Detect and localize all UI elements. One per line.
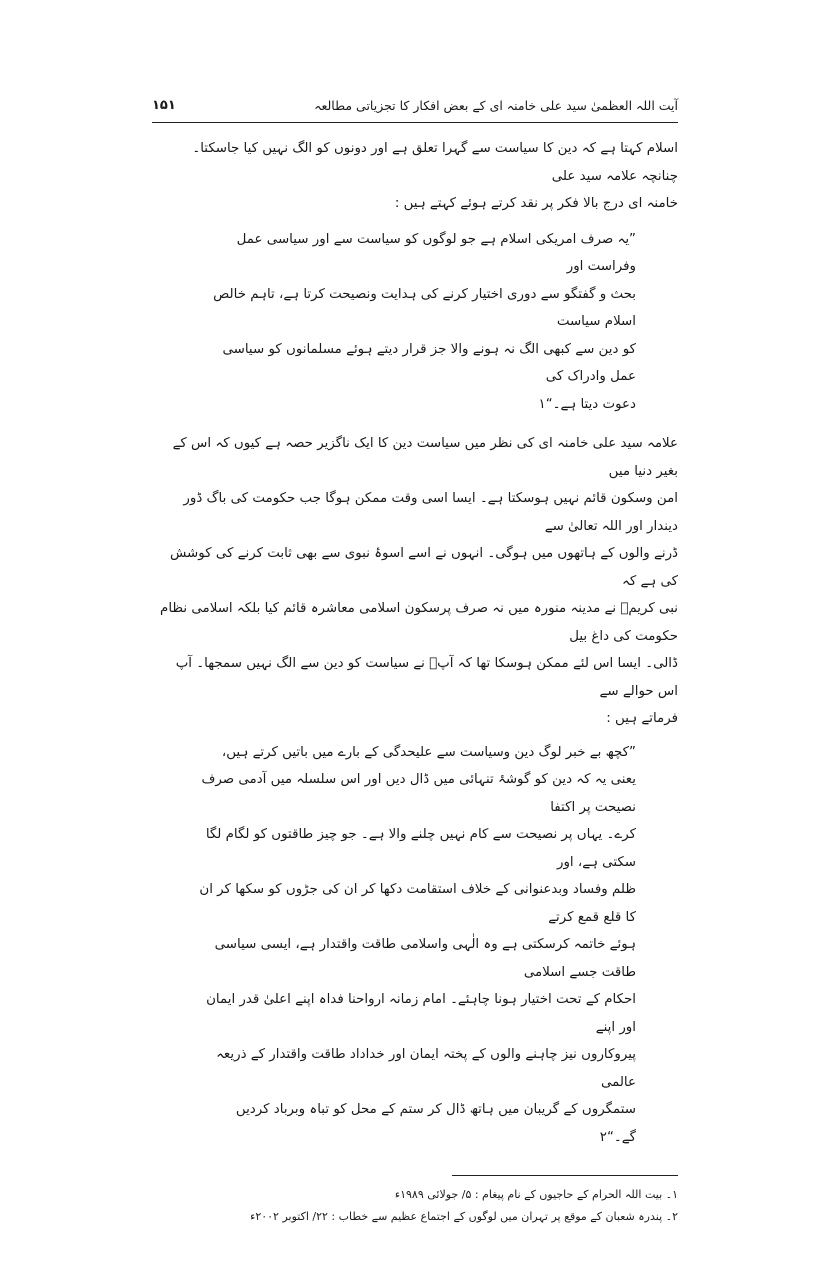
running-header-title: آیت اللہ العظمیٰ سید علی خامنہ ای کے بعض افکار کا تجزیاتی مطالعہ — [314, 98, 678, 113]
text-line: علامہ سید علی خامنہ ای کی نظر میں سیاست دین کا ایک ناگزیر حصہ ہے کیوں کہ اس کے بغیر دنیا میں — [172, 436, 678, 479]
text-line: ہوئے خاتمہ کرسکتی ہے وہ الٰہی واسلامی طاقت واقتدار ہے، ایسی سیاسی طاقت جسے اسلامی — [214, 937, 636, 980]
footnotes — [152, 1184, 678, 1228]
text-line: ”یہ صرف امریکی اسلام ہے جو لوگوں کو سیاست سے اور سیاسی عمل وفراست اور — [236, 231, 636, 274]
text-line: دعوت دیتا ہے۔“۱ — [538, 396, 636, 412]
page-number: ۱۵۱ — [152, 98, 176, 113]
text-line: یعنی یہ کہ دین کو گوشۂ تنہائی میں ڈال دیں اور اس سلسلہ میں آدمی صرف نصیحت پر اکتفا — [201, 772, 636, 815]
body-paragraph-2 — [152, 430, 678, 733]
text-line: امن وسکون قائم نہیں ہوسکتا ہے۔ ایسا اسی وقت ممکن ہوگا جب حکومت کی باگ ڈور دیندار اور اللہ تعالیٰ سے — [183, 491, 678, 534]
text-line: نبی کریمؐ نے مدینہ منورہ میں نہ صرف پرسکون اسلامی معاشرہ قائم کیا بلکہ اسلامی نظام حکومت کی داغ بیل — [160, 601, 678, 644]
text-line: کو دین سے کبھی الگ نہ ہونے والا جز قرار دیتے ہوئے مسلمانوں کو سیاسی عمل وادراک کی — [222, 341, 636, 384]
block-quote-1 — [196, 226, 636, 419]
text-line: ڈرنے والوں کے ہاتھوں میں ہوگی۔ انہوں نے اسے اسوۂ نبوی سے بھی ثابت کرنے کی کوشش کی ہے کہ — [169, 546, 678, 589]
text-line: خامنہ ای درج بالا فکر پر نقد کرتے ہوئے کہتے ہیں : — [394, 196, 678, 211]
running-header — [152, 96, 678, 123]
footnote-1: ۱۔ بیت اللہ الحرام کے حاجیوں کے نام پیغام : ۵/ جولائی ۱۹۸۹ء — [394, 1188, 678, 1201]
text-line: ستمگروں کے گریبان میں ہاتھ ڈال کر ستم کے محل کو تباہ وبرباد کردیں گے۔“۲ — [235, 1102, 636, 1145]
block-quote-2 — [196, 739, 636, 1152]
body-paragraph-1 — [152, 135, 678, 218]
footnote-2: ۲۔ پندرہ شعبان کے موقع پر تہران میں لوگوں کے اجتماع عظیم سے خطاب : ۲۲/ اکتوبر ۲۰۰۲ء — [250, 1210, 678, 1223]
text-line: کرے۔ یہاں پر نصیحت سے کام نہیں چلنے والا ہے۔ جو چیز طاقتوں کو لگام لگا سکتی ہے، اور — [205, 827, 636, 870]
text-line: احکام کے تحت اختیار ہونا چاہئے۔ امام زمانہ ارواحنا فداہ اپنے اعلیٰ قدر ایمان اور اپنے — [206, 992, 636, 1035]
text-line: ڈالی۔ ایسا اس لئے ممکن ہوسکا تھا کہ آپؐ نے سیاست کو دین سے الگ نہیں سمجھا۔ آپ اس حوالے سے — [175, 656, 678, 699]
text-line: ”کچھ بے خبر لوگ دین وسیاست سے علیحدگی کے بارے میں باتیں کرتے ہیں، — [221, 744, 636, 760]
text-line: پیروکاروں نیز چاہنے والوں کے پختہ ایمان اور خداداد طاقت واقتدار کے ذریعہ عالمی — [216, 1047, 636, 1090]
footnote-divider — [452, 1175, 678, 1176]
text-line: فرماتے ہیں : — [606, 711, 678, 726]
text-line: اسلام کہتا ہے کہ دین کا سیاست سے گہرا تعلق ہے اور دونوں کو الگ نہیں کیا جاسکتا۔ چنانچہ علامہ سید علی — [192, 141, 678, 184]
text-line: ظلم وفساد وبدعنوانی کے خلاف استقامت دکھا کر ان کی جڑوں کو سکھا کر ان کا قلع قمع کرتے — [199, 882, 636, 925]
text-line: بحث و گفتگو سے دوری اختیار کرنے کی ہدایت ونصیحت کرتا ہے، تاہم خالص اسلام سیاست — [213, 286, 636, 329]
